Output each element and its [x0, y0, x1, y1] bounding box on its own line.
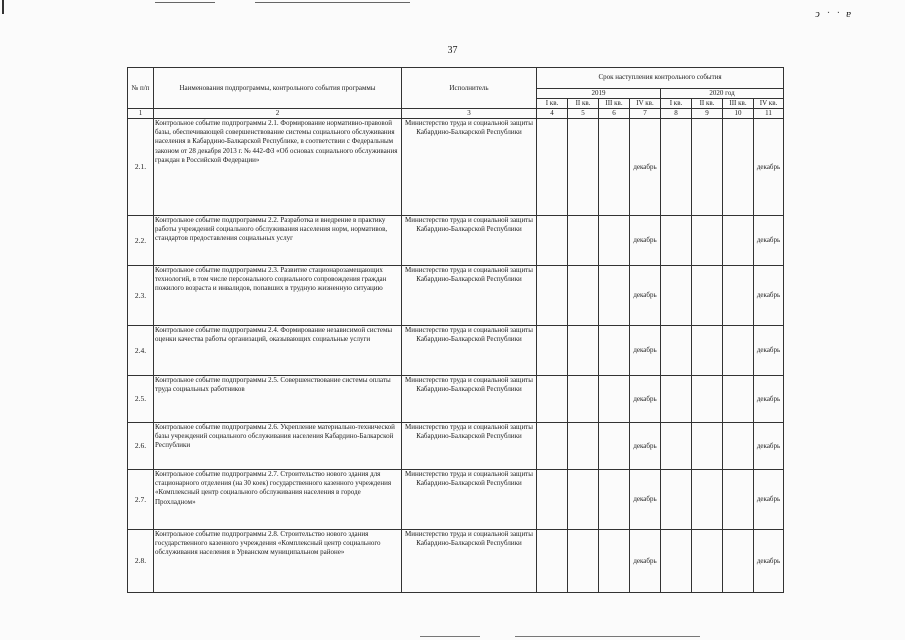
- column-number: 3: [402, 109, 537, 119]
- quarter-cell: [599, 216, 630, 266]
- quarter-cell: [661, 326, 692, 376]
- column-number: 2: [154, 109, 402, 119]
- handwritten-mark: ↄ ˑ ˑ ɐ: [814, 8, 853, 20]
- quarter-cell: декабрь: [754, 470, 784, 530]
- quarter-cell: [661, 266, 692, 326]
- row-executor: Министерство труда и социальной защиты Кабардино-Балкарской Республики: [402, 470, 537, 530]
- table-row: [128, 216, 784, 266]
- quarter-cell: [599, 423, 630, 470]
- quarter-cell: [568, 376, 599, 423]
- table-row: [128, 423, 784, 470]
- quarter-cell: [537, 423, 568, 470]
- quarter-cell: декабрь: [754, 326, 784, 376]
- column-number: 11: [754, 109, 784, 119]
- header-quarter: I кв.: [537, 99, 568, 109]
- row-num: 2.2.: [128, 216, 154, 266]
- header-executor: Исполнитель: [402, 68, 537, 109]
- quarter-cell: [568, 216, 599, 266]
- column-number: 4: [537, 109, 568, 119]
- row-num: 2.6.: [128, 423, 154, 470]
- quarter-cell: декабрь: [754, 376, 784, 423]
- quarter-cell: декабрь: [754, 266, 784, 326]
- quarter-cell: [599, 266, 630, 326]
- quarter-cell: декабрь: [630, 119, 661, 216]
- quarter-cell: [692, 119, 723, 216]
- header-deadline: Срок наступления контрольного события: [537, 68, 784, 89]
- quarter-cell: декабрь: [630, 266, 661, 326]
- quarter-cell: декабрь: [630, 423, 661, 470]
- header-num: № п/п: [128, 68, 154, 109]
- quarter-cell: декабрь: [754, 530, 784, 593]
- quarter-cell: [537, 470, 568, 530]
- quarter-cell: декабрь: [754, 423, 784, 470]
- control-events-table: [127, 67, 784, 593]
- header-year-2019: 2019: [537, 89, 661, 99]
- quarter-cell: [537, 376, 568, 423]
- quarter-cell: [692, 470, 723, 530]
- quarter-cell: [692, 266, 723, 326]
- scan-artifact-line: [155, 2, 215, 3]
- row-event-name: Контрольное событие подпрограммы 2.2. Разработка и внедрение в практику работы учреждений социального обслуживания населения норм, нормативов, стандартов предоставления социальных услуг: [154, 216, 402, 266]
- quarter-cell: [568, 470, 599, 530]
- quarter-cell: [723, 119, 754, 216]
- quarter-cell: [661, 119, 692, 216]
- row-num: 2.3.: [128, 266, 154, 326]
- quarter-cell: [692, 216, 723, 266]
- row-num: 2.8.: [128, 530, 154, 593]
- table-row: [128, 376, 784, 423]
- quarter-cell: [537, 530, 568, 593]
- row-event-name: Контрольное событие подпрограммы 2.7. Строительство нового здания для стационарного отделения (на 30 коек) государственного казенного учреждения «Комплексный центр социального обслуживания населения в городе Прохладном»: [154, 470, 402, 530]
- scan-corner-mark: [2, 0, 4, 14]
- row-executor: Министерство труда и социальной защиты Кабардино-Балкарской Республики: [402, 266, 537, 326]
- row-event-name: Контрольное событие подпрограммы 2.8. Строительство нового здания государственного казенного учреждения «Комплексный центр социального обслуживания населения в Урванском муниципальном районе»: [154, 530, 402, 593]
- scan-artifact-line: [515, 636, 700, 637]
- quarter-cell: декабрь: [630, 326, 661, 376]
- quarter-cell: [568, 266, 599, 326]
- scan-artifact-line: [255, 2, 410, 3]
- quarter-cell: [723, 266, 754, 326]
- row-event-name: Контрольное событие подпрограммы 2.1. Формирование нормативно-правовой базы, обеспечивающей совершенствование системы социального обслуживания населения в Кабардино-Балкарской Республике, в соответствии с Федеральным законом от 28 декабря 2013 г. № 442-ФЗ «Об основах социального обслуживания граждан в Российской Федерации»: [154, 119, 402, 216]
- quarter-cell: [661, 216, 692, 266]
- header-year-2020: 2020 год: [661, 89, 784, 99]
- quarter-cell: [568, 326, 599, 376]
- quarter-cell: декабрь: [630, 470, 661, 530]
- row-executor: Министерство труда и социальной защиты Кабардино-Балкарской Республики: [402, 216, 537, 266]
- header-quarter: III кв.: [723, 99, 754, 109]
- quarter-cell: [568, 119, 599, 216]
- quarter-cell: декабрь: [754, 119, 784, 216]
- quarter-cell: [661, 530, 692, 593]
- header-quarter: IV кв.: [754, 99, 784, 109]
- row-event-name: Контрольное событие подпрограммы 2.5. Совершенствование системы оплаты труда социальных работников: [154, 376, 402, 423]
- quarter-cell: [723, 530, 754, 593]
- table-row: [128, 119, 784, 216]
- scan-artifact-line: [420, 636, 480, 637]
- quarter-cell: [723, 423, 754, 470]
- header-quarter: IV кв.: [630, 99, 661, 109]
- column-number: 6: [599, 109, 630, 119]
- quarter-cell: [599, 376, 630, 423]
- quarter-cell: декабрь: [630, 216, 661, 266]
- quarter-cell: [599, 470, 630, 530]
- row-executor: Министерство труда и социальной защиты Кабардино-Балкарской Республики: [402, 326, 537, 376]
- table-row: [128, 326, 784, 376]
- row-event-name: Контрольное событие подпрограммы 2.6. Укрепление материально-технической базы учреждений социального обслуживания населения Кабардино-Балкарской Республики: [154, 423, 402, 470]
- quarter-cell: [537, 119, 568, 216]
- page-number: 37: [447, 45, 458, 56]
- quarter-cell: [568, 423, 599, 470]
- header-quarter: III кв.: [599, 99, 630, 109]
- quarter-cell: декабрь: [754, 216, 784, 266]
- table-row: [128, 530, 784, 593]
- row-executor: Министерство труда и социальной защиты Кабардино-Балкарской Республики: [402, 119, 537, 216]
- table-row: [128, 266, 784, 326]
- quarter-cell: [537, 326, 568, 376]
- quarter-cell: [599, 326, 630, 376]
- header-quarter: II кв.: [692, 99, 723, 109]
- quarter-cell: декабрь: [630, 530, 661, 593]
- column-number: 7: [630, 109, 661, 119]
- row-num: 2.1.: [128, 119, 154, 216]
- quarter-cell: [723, 326, 754, 376]
- quarter-cell: [692, 376, 723, 423]
- column-number: 9: [692, 109, 723, 119]
- column-number: 10: [723, 109, 754, 119]
- row-num: 2.4.: [128, 326, 154, 376]
- quarter-cell: [599, 119, 630, 216]
- quarter-cell: [692, 326, 723, 376]
- column-number: 1: [128, 109, 154, 119]
- header-quarter: II кв.: [568, 99, 599, 109]
- column-number: 8: [661, 109, 692, 119]
- table-row: [128, 470, 784, 530]
- quarter-cell: [568, 530, 599, 593]
- quarter-cell: [661, 376, 692, 423]
- row-executor: Министерство труда и социальной защиты Кабардино-Балкарской Республики: [402, 530, 537, 593]
- quarter-cell: декабрь: [630, 376, 661, 423]
- row-executor: Министерство труда и социальной защиты Кабардино-Балкарской Республики: [402, 423, 537, 470]
- row-event-name: Контрольное событие подпрограммы 2.3. Развитие стационарозамещающих технологий, в том числе персонального социального сопровождения граждан пожилого возраста и инвалидов, попавших в трудную жизненную ситуацию: [154, 266, 402, 326]
- row-event-name: Контрольное событие подпрограммы 2.4. Формирование независимой системы оценки качества работы организаций, оказывающих социальные услуги: [154, 326, 402, 376]
- quarter-cell: [692, 530, 723, 593]
- quarter-cell: [537, 216, 568, 266]
- row-num: 2.7.: [128, 470, 154, 530]
- quarter-cell: [661, 470, 692, 530]
- header-quarter: I кв.: [661, 99, 692, 109]
- row-num: 2.5.: [128, 376, 154, 423]
- quarter-cell: [661, 423, 692, 470]
- header-name: Наименования подпрограммы, контрольного события программы: [154, 68, 402, 109]
- column-number: 5: [568, 109, 599, 119]
- quarter-cell: [537, 266, 568, 326]
- row-executor: Министерство труда и социальной защиты Кабардино-Балкарской Республики: [402, 376, 537, 423]
- quarter-cell: [723, 376, 754, 423]
- quarter-cell: [692, 423, 723, 470]
- quarter-cell: [599, 530, 630, 593]
- quarter-cell: [723, 216, 754, 266]
- quarter-cell: [723, 470, 754, 530]
